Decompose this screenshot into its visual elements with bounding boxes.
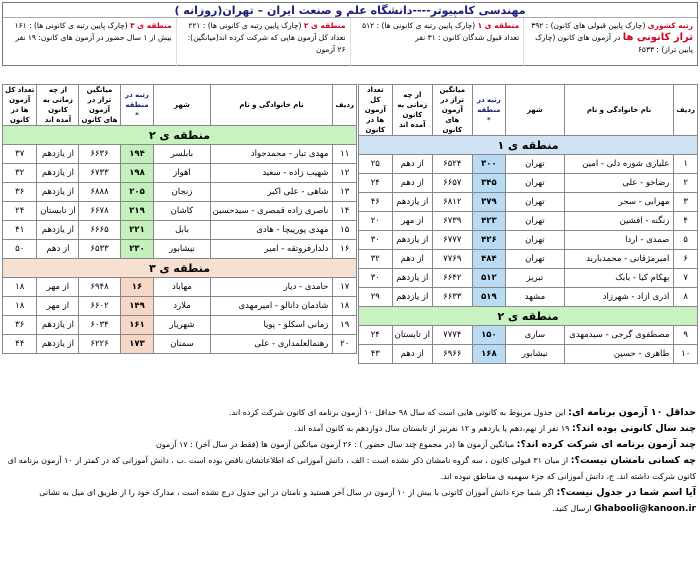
region-rank: ۱۷۳ [120,335,154,354]
student-name: حامدی - دیار [210,278,333,297]
page-title: مهندسی کامپیوتر----دانشگاه علم و صنعت ایران – تهران(روزانه ) [3,3,697,18]
start-time: از دهم [392,250,432,269]
region-rank: ۴۲۳ [472,212,506,231]
student-name: مهدی پورپیچا - هادی [210,221,333,240]
row-number: ۱۳ [333,183,357,202]
start-time: از یازدهم [392,193,432,212]
avg-level: ۷۷۶۹ [433,250,472,269]
region-rank: ۲۱۹ [120,202,154,221]
row-number: ۷ [674,269,698,288]
avg-level: ۶۷۳۳ [79,164,120,183]
table-row [359,269,698,288]
exam-count: ۳۰ [359,231,393,250]
avg-level: ۶۶۷۸ [79,202,120,221]
region-rank: ۱۹۴ [120,145,154,164]
contact-email[interactable]: Ghabooli@kanoon.ir [593,504,696,514]
avg-level: ۶۸۸۸ [79,183,120,202]
region2-heading: منطقه ی ۲ [3,126,357,145]
student-name: مهرابی - سحر [564,193,674,212]
exam-count: ۳۶ [3,316,37,335]
start-time: از دهم [392,155,432,174]
student-name: امیرمژقانی - محمدباربد [564,250,674,269]
city: بابل [154,221,210,240]
exam-count: ۱۸ [3,297,37,316]
exam-count: ۳۲ [359,250,393,269]
table-row [3,183,357,202]
exam-count: ۴۱ [3,221,37,240]
summary-grid [3,18,697,66]
right-table [358,84,698,364]
summary-col-region1: منطقه ی ۱ (چارک پایین رتبه ی کانونی ها) : ۵۱۲ تعداد قبول شدگان کانون : ۳۱ نفر [350,18,524,66]
table-row [359,250,698,269]
summary-col-national: رتبه کشوری (چارک پایین قبولی های کانون) : ۳۹۲ تراز کانونی ها در آزمون های کانون (چارک پایین تراز) : ۶۵۳۳ [523,18,697,66]
student-name: زنگنه - افشین [564,212,674,231]
student-name: بهکام کیا - بابک [564,269,674,288]
student-name: رضاخو - علی [564,174,674,193]
table-row [359,288,698,307]
table-row [359,326,698,345]
row-number: ۲۰ [333,335,357,354]
region-rank: ۳۴۵ [472,174,506,193]
row-number: ۱۰ [674,345,698,364]
summary-col-region3: منطقه ی ۳ (چارک پایین رتبه ی کانونی ها) : ۱۶۱ بیش از ۱ سال حضور در آزمون های کانون: ۱۹ نفر [3,18,176,66]
city: ملارد [154,297,210,316]
student-name: شهیب زاده - سعید [210,164,333,183]
city: تهران [506,212,564,231]
avg-level: ۶۹۶۶ [433,345,472,364]
region-rank: ۴۸۴ [472,250,506,269]
summary-col-region2: منطقه ی ۲ (چارک پایین رتبه ی کانونی ها) : ۲۲۱ تعداد کل آزمون هایی که شرکت کرده اند(میانگین): ۲۶ آزمون [176,18,350,66]
exam-count: ۲۰ [359,212,393,231]
student-name: دلدارفروتقه - امیر [210,240,333,259]
avg-level: ۶۶۳۳ [433,288,472,307]
accepted-count: تعداد قبول شدگان کانون : ۳۱ نفر [415,33,520,42]
student-name: شاهی - علی اکبر [210,183,333,202]
region3-heading: منطقه ی ۳ [3,259,357,278]
student-name: رهنمالعلمداری - علی [210,335,333,354]
avg-level: ۶۷۳۹ [433,212,472,231]
row-number: ۳ [674,193,698,212]
region1-heading: منطقه ی ۱ [359,136,698,155]
region-rank: ۱۹۸ [120,164,154,183]
start-time: از یازدهم [392,231,432,250]
student-name: اذری ازاد - شهرزاد [564,288,674,307]
notes-section: حداقل ۱۰ آزمون برنامه ای: این جدول مربوط به کانونی هایی است که سال ۹۸ حداقل ۱۰ آزمون برنامه ای کانون شرکت کرده اند. چند سال کانونی بوده اند؟: ۱۹ نفر از نهم،دهم یا یازدهم و ۱۲ نفرنیز از تابستان سال دوازدهم به کانون آمده اند. چند آزمون برنامه ای شرکت کرده اند؟: میانگین آزمون ها (در مجموع چند سال حضور ) : ۲۶ آزمون میانگین آزمون ها (فقط در سال آخر) : ۱۷ آزمون چه کسانی نامشان نیست؟: از میان ۳۱ قبولی کانون ، سه گروه نامشان ذکر نشده است : الف ، دانش آموزانی که اطلاعاتشان ناقص بوده است .ب ، دانش آموزانی که در کمتر از ۱۰ آزمون برنامه ای کانون شرکت داشته اند. ج، دانش آموزانی که جزء سهمیه ی مناطق نبوده اند. آیا اسم شما در جدول نیست؟: اگر شما جزء دانش آموزان کانونی با بیش از ۱۰ آزمون در سال آخر هستید و نامتان در این جدول درج نشده است ، مدارک خود را از طریق ای میل به نشانی Ghabooli@kanoon.ir ارسال کنید. [7,407,696,514]
exam-count: ۳۷ [3,145,37,164]
start-time: از تابستان [37,202,79,221]
table-row [359,193,698,212]
city: مهاباد [154,278,210,297]
city: کاشان [154,202,210,221]
city: ساری [506,326,564,345]
row-number: ۱۴ [333,202,357,221]
avg-level: ۶۶۳۶ [79,145,120,164]
city: تهران [506,155,564,174]
exam-count: ۳۰ [359,269,393,288]
table-row [3,221,357,240]
start-time: از یازدهم [37,316,79,335]
start-time: از مهر [37,278,79,297]
city: تهران [506,231,564,250]
region2-label: منطقه ی ۲ [303,21,346,30]
city: زنجان [154,183,210,202]
table-row [359,212,698,231]
city: سمنان [154,335,210,354]
region-rank: ۲۲۱ [120,221,154,240]
region-rank: ۵۱۲ [472,269,506,288]
start-time: از یازدهم [392,288,432,307]
start-time: از یازدهم [37,221,79,240]
student-name: علیاری شوره دلی - امین [564,155,674,174]
table-row [3,202,357,221]
student-name: ناصری زاده قمصری - سیدحسین [210,202,333,221]
start-time: از یازدهم [37,335,79,354]
city: تهران [506,250,564,269]
student-name: مصطفوی گرجی - سیدمهدی [564,326,674,345]
student-name: صمدی - اردا [564,231,674,250]
student-name: طاهری - حسین [564,345,674,364]
left-table [2,84,357,354]
exam-count: ۲۴ [3,202,37,221]
table-row [3,316,357,335]
start-time: از مهر [37,297,79,316]
avg-level: ۶۶۴۲ [433,269,472,288]
start-time: از یازدهم [37,145,79,164]
start-time: از یازدهم [37,183,79,202]
student-name: شادمان دانالو - امیرمهدی [210,297,333,316]
table-row [359,345,698,364]
table-row [3,145,357,164]
avg-level: ۶۶۰۲ [79,297,120,316]
city: مشهد [506,288,564,307]
region-rank: ۱۴۹ [120,297,154,316]
region-rank: ۱۶ [120,278,154,297]
region-rank: ۳۷۹ [472,193,506,212]
region-rank: ۲۰۵ [120,183,154,202]
row-number: ۱۲ [333,164,357,183]
row-number: ۱۶ [333,240,357,259]
avg-level: ۶۵۳۳ [79,240,120,259]
table-row [3,278,357,297]
city: تبریز [506,269,564,288]
city: بابلسر [154,145,210,164]
row-number: ۱۵ [333,221,357,240]
region-rank: ۱۵۰ [472,326,506,345]
region3-label: منطقه ی ۳ [130,21,172,30]
table-row [3,164,357,183]
start-time: از تابستان [392,326,432,345]
table-row [359,155,698,174]
region-rank: ۴۲۶ [472,231,506,250]
row-number: ۱۷ [333,278,357,297]
row-number: ۱ [674,155,698,174]
table-header-row: ردیف نام خانوادگی و نام شهر رتبه در منطقه * میانگین تراز در آزمون های کانون از چه زمانی به کانون آمده اند تعداد کل آزمون ها در کانون [359,85,698,136]
exam-count: ۲۵ [359,155,393,174]
row-number: ۲ [674,174,698,193]
start-time: از دهم [392,345,432,364]
city: اهواز [154,164,210,183]
kanoon-level-label: تراز کانونی ها [622,32,693,43]
table-row [359,231,698,250]
row-number: ۸ [674,288,698,307]
table-header-row: ردیف نام خانوادگی و نام شهر رتبه در منطقه * میانگین تراز در آزمون های کانون از چه زمانی به کانون آمده اند تعداد کل آزمون ها در کانون [3,85,357,126]
region-rank: ۵۱۹ [472,288,506,307]
region-rank: ۱۶۱ [120,316,154,335]
student-name: زمانی اسکلو - پویا [210,316,333,335]
row-number: ۵ [674,231,698,250]
national-rank-label: رتبه کشوری [647,21,693,30]
avg-level: ۶۷۷۷ [433,231,472,250]
exam-count: ۴۶ [359,193,393,212]
region-rank: ۲۳۰ [120,240,154,259]
exam-count: ۴۳ [359,345,393,364]
exam-count: ۳۲ [3,164,37,183]
summary-header [2,2,698,66]
region-rank: ۳۰۰ [472,155,506,174]
multi-year-count: بیش از ۱ سال حضور در آزمون های کانون: ۱۹ نفر [15,33,172,42]
start-time: از یازدهم [37,164,79,183]
start-time: از دهم [392,174,432,193]
exam-count: ۲۴ [359,174,393,193]
row-number: ۱۸ [333,297,357,316]
student-name: مهدی تبار - محمدجواد [210,145,333,164]
avg-level: ۶۹۴۸ [79,278,120,297]
row-number: ۴ [674,212,698,231]
exam-count: ۲۴ [359,326,393,345]
city: تهران [506,193,564,212]
city: نیشابور [154,240,210,259]
region1-label: منطقه ی ۱ [477,21,520,30]
exam-count: ۵۰ [3,240,37,259]
avg-level: ۶۸۱۲ [433,193,472,212]
exam-count: ۱۸ [3,278,37,297]
start-time: از مهر [392,212,432,231]
city: شهریار [154,316,210,335]
row-number: ۱۹ [333,316,357,335]
row-number: ۱۱ [333,145,357,164]
row-number: ۹ [674,326,698,345]
start-time: از یازدهم [392,269,432,288]
avg-level: ۶۶۶۵ [79,221,120,240]
row-number: ۶ [674,250,698,269]
region-rank: ۱۶۸ [472,345,506,364]
exam-count: ۳۶ [3,183,37,202]
table-row [3,240,357,259]
table-row [3,335,357,354]
avg-level: ۶۲۲۶ [79,335,120,354]
start-time: از دهم [37,240,79,259]
exam-count: ۲۹ [359,288,393,307]
avg-exam-count: تعداد کل آزمون هایی که شرکت کرده اند(میانگین): ۲۶ آزمون [187,33,346,54]
table-row [359,174,698,193]
city: تهران [506,174,564,193]
avg-level: ۶۰۳۴ [79,316,120,335]
table-row [3,297,357,316]
avg-level: ۶۵۲۴ [433,155,472,174]
avg-level: ۶۶۵۷ [433,174,472,193]
city: نیشابور [506,345,564,364]
region2-heading: منطقه ی ۲ [359,307,698,326]
exam-count: ۴۴ [3,335,37,354]
avg-level: ۷۷۷۴ [433,326,472,345]
